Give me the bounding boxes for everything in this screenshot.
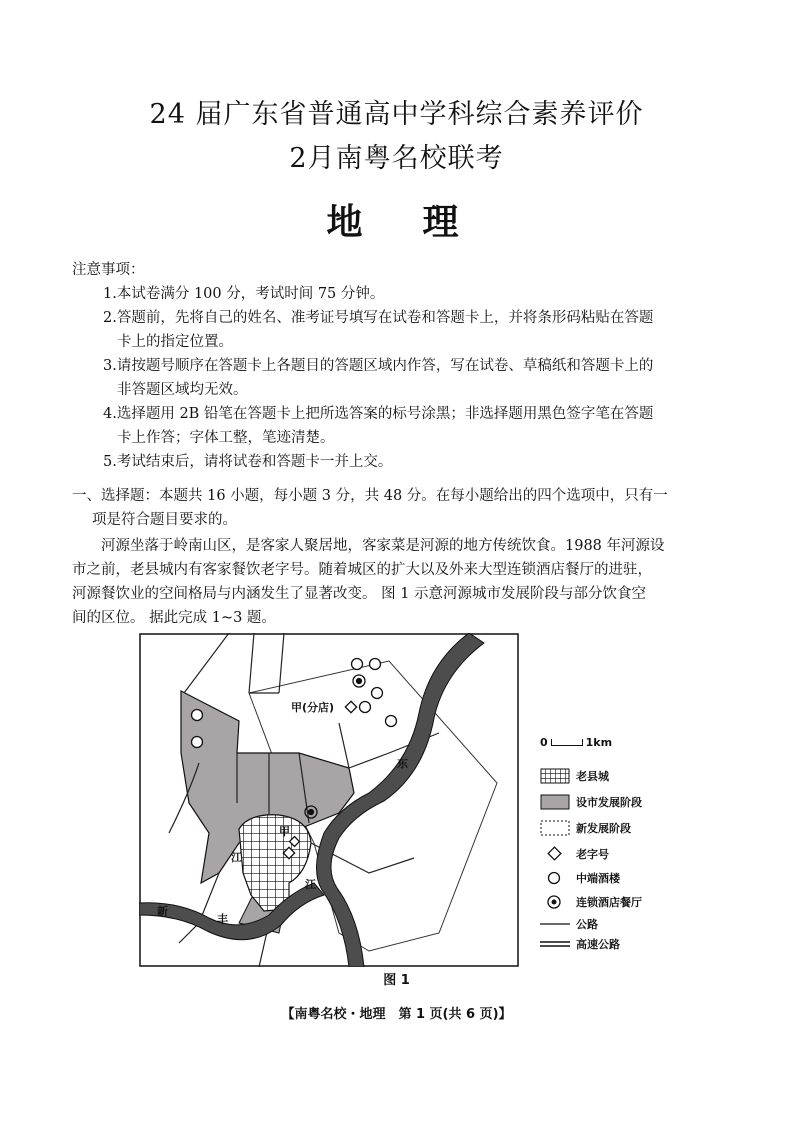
- notice-item-2: [103, 306, 723, 354]
- notice-item-2-line2: 卡上的指定位置。: [117, 334, 233, 350]
- diamond-icon: [540, 846, 570, 862]
- label-river-jiang2: 江: [305, 878, 316, 891]
- label-river-xin: 新: [157, 905, 168, 918]
- scale-zero: 0: [540, 735, 548, 749]
- subject-char-1: 地: [326, 201, 371, 243]
- notice-item-3-line1: 3.请按题号顺序在答题卡上各题目的答题区域内作答，写在试卷、草稿纸和答题卡上的: [103, 358, 654, 374]
- passage-line3: 河源餐饮业的空间格局与内涵发生了显著改变。 图 1 示意河源城市发展阶段与部分饮食空: [72, 586, 647, 602]
- notice-item-3: [103, 354, 723, 402]
- notice-item-4-line1: 4.选择题用 2B 铅笔在答题卡上把所选答案的标号涂黑；非选择题用黑色签字笔在答题: [103, 406, 654, 422]
- double-circle-icon: [540, 894, 570, 910]
- legend-old-brand: [540, 844, 609, 864]
- legend-old-town: [540, 766, 609, 786]
- passage: [72, 534, 724, 630]
- subject-title: [0, 194, 793, 245]
- notice-item-4-line2: 卡上作答；字体工整，笔迹清楚。: [117, 430, 335, 446]
- subject-char-2: 理: [422, 201, 467, 243]
- notice-item-4: [103, 402, 723, 450]
- notice-item-3-line2: 非答题区域均无效。: [117, 382, 248, 398]
- label-river-dong: 东: [397, 757, 408, 770]
- city-map: [139, 633, 519, 967]
- legend-new-stage: [540, 818, 631, 838]
- legend-highway-label: 高速公路: [576, 938, 620, 951]
- label-river-jiang1: 江: [231, 851, 242, 864]
- legend-road-label: 公路: [576, 918, 598, 931]
- passage-line1: 河源坐落于岭南山区，是客家人聚居地，客家菜是河源的地方传统饮食。1988 年河源设: [101, 538, 665, 554]
- road-line-icon: [540, 916, 570, 932]
- section-line2: 项是符合题目要求的。: [92, 512, 237, 528]
- legend-old-brand-label: 老字号: [576, 848, 609, 861]
- label-river-feng: 丰: [217, 913, 228, 926]
- legend-city-stage-label: 设市发展阶段: [576, 796, 642, 809]
- scale-bar: [540, 732, 612, 752]
- section-instructions: [72, 484, 724, 532]
- new-stage-swatch: [540, 820, 570, 836]
- highway-line-icon: [540, 936, 570, 952]
- label-jia-branch: 甲(分店): [291, 701, 335, 714]
- notice-item-5-line1: 5.考试结束后，请将试卷和答题卡一并上交。: [103, 454, 393, 470]
- legend-city-stage: [540, 792, 642, 812]
- notice-item-2-line1: 2.答题前，先将自己的姓名、准考证号填写在试卷和答题卡上，并将条形码粘贴在答题: [103, 310, 654, 326]
- scale-bar-line: [551, 739, 583, 746]
- city-stage-swatch: [540, 794, 570, 810]
- notice-item-5: [103, 450, 723, 474]
- passage-line2: 市之前，老县城内有客家餐饮老字号。随着城区的扩大以及外来大型连锁酒店餐厅的进驻，: [72, 562, 652, 578]
- legend-chain-restaurant: [540, 892, 642, 912]
- notice-item-1: [103, 282, 723, 306]
- legend-old-town-label: 老县城: [576, 770, 609, 783]
- legend-mid-restaurant-label: 中端酒楼: [576, 872, 620, 885]
- figure-label: 图 1: [383, 973, 410, 988]
- section-line1: 一、选择题：本题共 16 小题，每小题 3 分，共 48 分。在每小题给出的四个选项中，只有一: [72, 488, 668, 504]
- scale-km: 1km: [585, 735, 613, 749]
- exam-title-line1: 24 届广东省普通高中学科综合素养评价: [149, 99, 644, 130]
- legend-new-stage-label: 新发展阶段: [576, 822, 631, 835]
- exam-title-line2: 2月南粤名校联考: [289, 143, 504, 174]
- legend-chain-restaurant-label: 连锁酒店餐厅: [576, 896, 642, 909]
- circle-icon: [540, 870, 570, 886]
- legend-mid-restaurant: [540, 868, 620, 888]
- label-jia: 甲: [279, 825, 290, 838]
- old-town-swatch: [540, 768, 570, 784]
- legend-road: [540, 914, 598, 934]
- legend-highway: [540, 934, 620, 954]
- notice-heading: 注意事项：: [72, 262, 145, 278]
- notice-item-1-line1: 1.本试卷满分 100 分，考试时间 75 分钟。: [103, 286, 385, 302]
- page-footer: 【南粤名校・地理 第 1 页(共 6 页)】: [281, 1007, 512, 1022]
- passage-line4: 间的区位。 据此完成 1~3 题。: [72, 610, 276, 626]
